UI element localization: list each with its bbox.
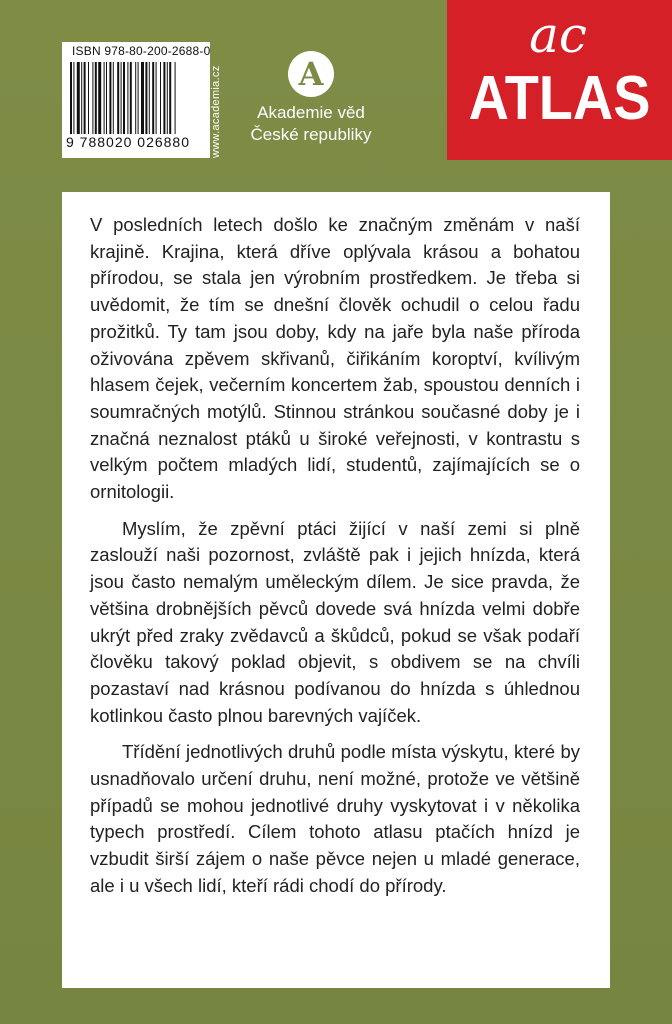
paragraph-2: Myslím, že zpěvní ptáci žijící v naší zemi si plně zaslouží naši pozornost, zvláště pak i jejich hnízda, která jsou často nemalým uměleckým dílem. Je sice pravda, že většina drobnějších pěvců dovede svá hnízda velmi dobře ukrýt před zraky zvědavců a škůdců, pokud se však podaří člověku takový poklad objevit, s obdivem se na chvíli pozastaví nad krásnou podívanou do hnízda s úhlednou kotlinkou často plnou barevných vajíček. bbox=[90, 517, 580, 726]
academy-emblem-icon bbox=[287, 50, 335, 98]
series-title: ATLAS bbox=[468, 64, 651, 133]
publisher-website: www.academia.cz bbox=[210, 65, 222, 158]
svg-text:A: A bbox=[298, 55, 324, 93]
paragraph-3: Třídění jednotlivých druhů podle místa výskytu, které by usnadňovalo určení druhu, není možné, protože ve většině případů se mohou jednotlivé druhy vyskytovat i v několika typech prostředí. Cílem tohoto atlasu ptačích hnízd je vzbudit širší zájem o naše pěvce nejen u mladé generace, ale i u všech lidí, kteří rádi chodí do přírody. bbox=[90, 741, 580, 896]
svg-text:ac: ac bbox=[529, 8, 587, 60]
text-panel bbox=[62, 192, 610, 988]
academia-ac-logo bbox=[519, 8, 597, 60]
paragraph-1: V posledních letech došlo ke značným změnám v naší krajině. Krajina, která dříve oplývala krásou a bohatou přírodou, se stala jen výrobním prostředkem. Je třeba si uvědomit, že tím se dnešní člověk ochudil o celou řadu prožitků. Ty tam jsou doby, kdy na jaře byla naše příroda oživována zpěvem skřivanů, čiřikáním koroptví, kvílivým hlasem čejek, večerním koncertem žab, spoustou denních i soumračných motýlů. Stinnou stránkou současné doby je i značná neznalost ptáků u široké veřejnosti, v kontrastu s velkým počtem mladých lidí, studentů, zajímajících se o ornitologii. bbox=[90, 214, 580, 503]
academy-logo bbox=[236, 50, 386, 160]
barcode bbox=[62, 42, 210, 158]
barcode-bars bbox=[70, 62, 202, 134]
blurb-text bbox=[90, 212, 580, 910]
isbn-label: ISBN 978-80-200-2688-0 bbox=[72, 44, 211, 58]
publisher-box bbox=[447, 0, 672, 160]
barcode-digits: 9 788020 026880 bbox=[66, 134, 190, 150]
academy-name-line1: Akademie věd bbox=[257, 103, 365, 122]
academy-name-line2: České republiky bbox=[250, 125, 372, 144]
